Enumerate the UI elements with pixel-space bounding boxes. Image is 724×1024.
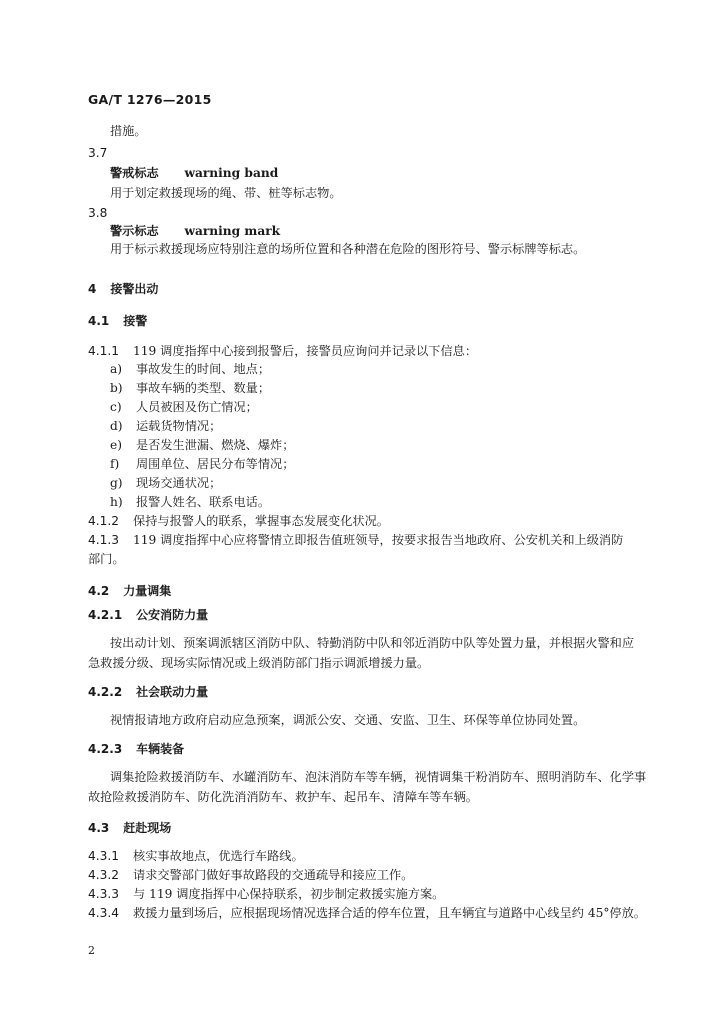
- term-3-8-en: warning mark: [184, 224, 281, 238]
- section-4-heading: [88, 282, 158, 296]
- clause-4-3-4-number: 4.3.4: [88, 906, 120, 920]
- list-item-text: 周围单位、居民分布等情况；: [136, 457, 295, 471]
- clause-4-3-1: [88, 849, 304, 863]
- section-4-3-heading: [88, 821, 171, 835]
- clause-3-7-number: 3.7: [88, 146, 108, 160]
- clause-4-2-3-title: 车辆装备: [136, 742, 185, 756]
- term-3-7-cn: 警戒标志: [110, 166, 159, 180]
- clause-4-2-3-line2: 故抢险救援消防车、防化洗消消防车、救护车、起吊车、清障车等车辆。: [88, 790, 478, 804]
- section-4-1-title: 接警: [123, 314, 148, 328]
- clause-4-3-1-number: 4.3.1: [88, 849, 120, 863]
- clause-4-2-2-line1: 视情报请地方政府启动应急预案，调派公安、交通、安监、卫生、环保等单位协同处置。: [110, 713, 586, 727]
- clause-4-2-2-heading: [88, 685, 208, 699]
- page-number: 2: [88, 944, 95, 957]
- section-4-2-number: 4.2: [88, 584, 110, 598]
- clause-4-2-3-line1: 调集抢险救援消防车、水罐消防车、泡沫消防车等车辆，视情调集干粉消防车、照明消防车、化学事: [110, 770, 647, 784]
- clause-4-1-3-number: 4.1.3: [88, 533, 120, 547]
- clause-4-2-2-number: 4.2.2: [88, 685, 123, 699]
- list-item: [110, 476, 221, 490]
- list-item-label: g): [110, 476, 123, 490]
- list-item-text: 现场交通状况；: [136, 476, 222, 490]
- clause-4-1-3: [88, 533, 623, 547]
- list-item: [110, 381, 270, 395]
- clause-4-3-2: [88, 868, 413, 882]
- section-4-title: 接警出动: [110, 282, 159, 296]
- clause-4-1-1-text: 119 调度指挥中心接到报警后，接警员应询问并记录以下信息：: [133, 344, 478, 358]
- list-item-label: a): [110, 362, 123, 376]
- clause-4-3-2-number: 4.3.2: [88, 868, 120, 882]
- clause-4-3-2-text: 请求交警部门做好事故路段的交通疏导和接应工作。: [133, 868, 414, 882]
- definition-3-7: 用于划定救援现场的绳、带、桩等标志物。: [110, 186, 342, 200]
- clause-4-2-1-heading: [88, 608, 208, 622]
- list-item-text: 报警人姓名、联系电话。: [136, 495, 271, 509]
- clause-4-3-3-number: 4.3.3: [88, 887, 120, 901]
- clause-4-1-2-number: 4.1.2: [88, 514, 120, 528]
- list-item-text: 运载货物情况；: [136, 419, 222, 433]
- clause-4-1-3-line2: 部门。: [88, 552, 125, 566]
- list-item-text: 人员被困及伤亡情况；: [136, 400, 258, 414]
- clause-4-1-2-text: 保持与报警人的联系，掌握事态发展变化状况。: [133, 514, 389, 528]
- list-item-text: 事故车辆的类型、数量；: [136, 381, 271, 395]
- list-item: [110, 362, 270, 376]
- clause-3-8-number: 3.8: [88, 206, 108, 220]
- clause-4-1-2: [88, 514, 389, 528]
- list-item-label: h): [110, 495, 123, 509]
- list-item: [110, 400, 258, 414]
- section-4-1-heading: [88, 314, 147, 328]
- list-item-label: d): [110, 419, 123, 433]
- list-item-label: c): [110, 400, 122, 414]
- clause-4-3-3: [88, 887, 444, 901]
- clause-4-1-3-line1: 119 调度指挥中心应将警情立即报告值班领导，按要求报告当地政府、公安机关和上级消防: [133, 533, 624, 547]
- term-3-7-en: warning band: [184, 166, 279, 180]
- section-4-1-number: 4.1: [88, 314, 110, 328]
- list-item-label: e): [110, 438, 122, 452]
- clause-4-3-4-text: 救援力量到场后，应根据现场情况选择合适的停车位置，且车辆宜与道路中心线呈约 45°停放。: [133, 906, 646, 920]
- list-item: [110, 457, 294, 471]
- definition-3-8: 用于标示救援现场应特别注意的场所位置和各种潜在危险的图形符号、警示标牌等标志。: [110, 242, 586, 256]
- section-4-number: 4: [88, 282, 97, 296]
- section-4-3-title: 赶赴现场: [123, 821, 172, 835]
- continuation-text: 措施。: [110, 124, 147, 138]
- list-item: [110, 495, 270, 509]
- clause-4-3-4: [88, 906, 646, 920]
- section-4-3-number: 4.3: [88, 821, 110, 835]
- term-3-8-cn: 警示标志: [110, 224, 159, 238]
- clause-4-2-1-number: 4.2.1: [88, 608, 123, 622]
- clause-4-3-1-text: 核实事故地点，优选行车路线。: [133, 849, 304, 863]
- list-item-label: f): [110, 457, 120, 471]
- clause-4-3-3-text: 与 119 调度指挥中心保持联系，初步制定救援实施方案。: [133, 887, 445, 901]
- clause-4-2-1-line2: 急救援分级、现场实际情况或上级消防部门指示调派增援力量。: [88, 656, 430, 670]
- list-item: [110, 438, 294, 452]
- list-item-label: b): [110, 381, 123, 395]
- clause-4-1-1-number: 4.1.1: [88, 344, 120, 358]
- list-item: [110, 419, 221, 433]
- list-item-text: 事故发生的时间、地点；: [136, 362, 271, 376]
- section-4-2-title: 力量调集: [123, 584, 172, 598]
- term-3-7: [110, 166, 278, 180]
- clause-4-2-1-title: 公安消防力量: [136, 608, 209, 622]
- clause-4-2-2-title: 社会联动力量: [136, 685, 209, 699]
- standard-id-header: GA/T 1276—2015: [88, 92, 212, 107]
- section-4-2-heading: [88, 584, 171, 598]
- clause-4-2-1-line1: 按出动计划、预案调派辖区消防中队、特勤消防中队和邻近消防中队等处置力量，并根据火警和应: [110, 636, 635, 650]
- term-3-8: [110, 224, 280, 238]
- clause-4-2-3-number: 4.2.3: [88, 742, 123, 756]
- clause-4-1-1: [88, 344, 477, 358]
- list-item-text: 是否发生泄漏、燃烧、爆炸；: [136, 438, 295, 452]
- clause-4-2-3-heading: [88, 742, 184, 756]
